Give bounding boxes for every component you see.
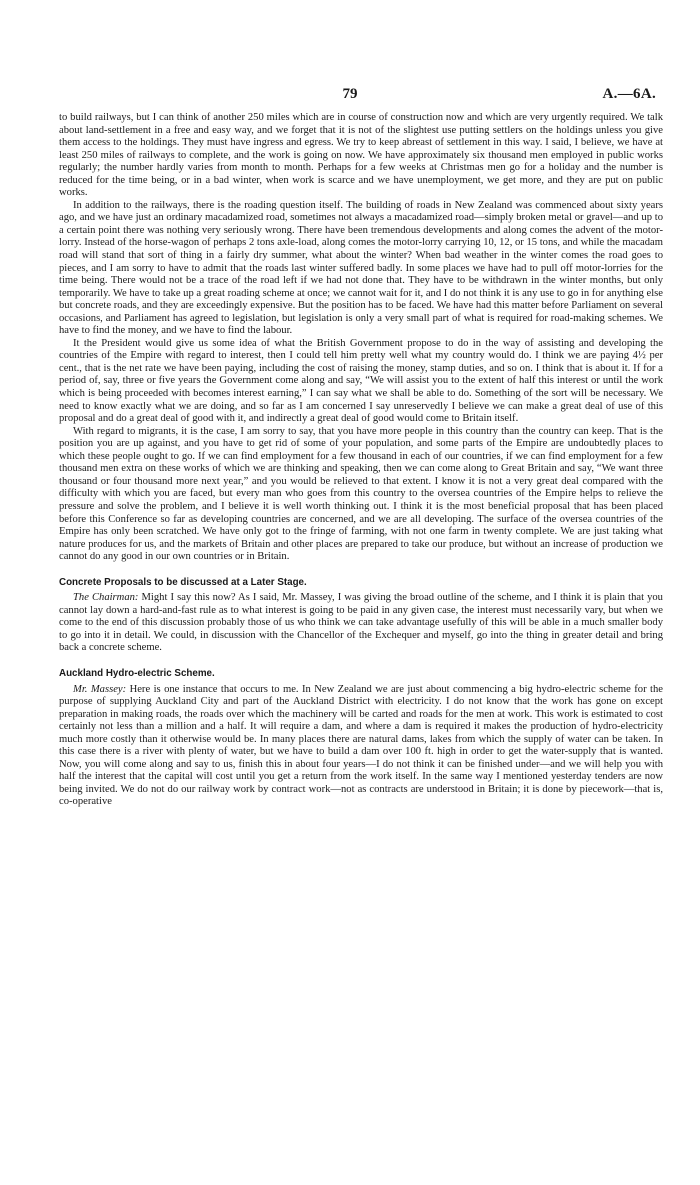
paragraph-chairman [59, 592, 663, 655]
body-text [59, 112, 663, 809]
speech-text: Might I say this now? As I said, Mr. Massey, I was giving the broad outline of the scheme, and I think it is plain that you cannot lay down a hard-and-fast rule as to what interest is going to be paid in any given case, the interest must necessarily vary, but when we come to the end of this discussion probably those of us who think we can take advantage usefully of this will be able in a much smaller body to go into it in detail. We could, in discussion with the Chancellor of the Exchequer and myself, go into the thing in greater detail and bring back a concrete scheme. [59, 592, 663, 654]
document-reference: A.—6A. [602, 86, 656, 102]
speaker-label: Mr. Massey: [73, 683, 127, 695]
section-heading-auckland-hydro: Auckland Hydro-electric Scheme. [59, 667, 215, 679]
speech-text: Here is one instance that occurs to me. In New Zealand we are just about commencing a big hydro-electric scheme for the purpose of supplying Auckland City and part of the Auckland District with electricity. I do not know that the work has gone on except preparation in making roads, the roads over which the machinery will be carted and roads for the men at work. This work is estimated to cost certainly not less than a million and a half. It will require a dam, and where a dam is required it makes the production of hydro-electricity much more costly than it otherwise would be. In many places there are natural dams, lakes from which the supply of water can be taken. In this case there is a river with plenty of water, but we have to build a dam over 100 ft. high in order to get the water-supply that is wanted. Now, you will come along and say to us, finish this in about four years—I do not think it can be finished under—and we will help you with half the interest that the capital will cost until you get a return from the work itself. In the same way I mentioned yesterday tenders are now being invited. We do not do our railway work by contract work—not as contracts are understood in Britain; it is done by piecework—that is, co-operative [59, 683, 664, 808]
paragraph-roading: In addition to the railways, there is the roading question itself. The building of roads in New Zealand was commenced about sixty years ago, and we have just an ordinary macadamized road, sometimes not always a macadamized road—simply broken metal or gravel—and up to a certain point there was nothing very seriously wrong. There have been tremendous developments and along comes the advent of the motor-lorry. Instead of the horse-wagon of perhaps 2 tons axle-load, along comes the motor-lorry carrying 10, 12, or 15 tons, and while the macadam road will stand that sort of thing in a fairly dry summer, what about the winter? When bad weather in the winter comes the road goes to pieces, and I am sorry to have to admit that the roads last winter suffered badly. In some places we have had to pull off motor-lorries for the time being. There would not be a trace of the road left if we had not done that. They have to be withdrawn in the winter months, but only temporarily. We have to take up a great roading scheme at once; we cannot wait for it, and I do not think it is any use to go in for anything else but concrete roads, and they are exceedingly expensive. But the position has to be faced. We have had this matter before Parliament on several occasions, and Parliament has agreed to legislation, but legislation is only a very small part of what is required for road-making schemes. We have to find the money, and we have to find the labour. [59, 199, 663, 337]
paragraph-massey [59, 684, 663, 809]
section-heading-concrete-proposals: Concrete Proposals to be discussed at a Later Stage. [59, 576, 307, 588]
speaker-label: The Chairman: [73, 592, 139, 604]
paragraph-migrants: With regard to migrants, it is the case, I am sorry to say, that you have more people in this country than the country can keep. That is the position you are up against, and you have to get rid of some of your population, and some parts of the Empire are undoubtedly places to which these people ought to go. If we can find employment for a few thousand in each of our countries, if we can find employment for a few thousand men extra on these works of which we are thinking and speaking, then we can come along to Great Britain and say, “We want three thousand or four thousand more next year,” and you would be relieved to that extent. I know it is not a very great deal compared with the difficulty with which you are faced, but every man who goes from this country to the oversea countries of the Empire helps to relieve the pressure and solve the problem, and I believe it is well worth thinking out. I think it is the most beneficial proposal that has been placed before this Conference so far as developing countries are concerned, and we are all developing. The surface of the oversea countries of the Empire has only been scratched. We have only got to the fringe of farming, with not one farm in twenty complete. We are just taking what nature produces for us, and the markets of Britain and other places are prepared to take our produce, but without an increase of production we cannot do any good in our own countries or in Britain. [59, 425, 663, 563]
paragraph-interest: It the President would give us some idea of what the British Government propose to do in the way of assisting and developing the countries of the Empire with regard to interest, then I could tell him pretty well what my country would do. I think we are paying 4½ per cent., that is the net rate we have been paying, including the cost of raising the money, stamp duties, and so on. I think that is about it. If for a period of, say, three or five years the Government come along and say, “We will assist you to the extent of half this interest or until the work which is being proceeded with becomes interest earning,” I can say what we shall be able to do. Something of the sort will be necessary. We need to know exactly what we are doing, and so far as I am concerned I say unreservedly I believe we can make a great deal of use of this proposal and do a great deal of good with it, and indirectly a great deal of good would come to Britain itself. [59, 337, 663, 425]
paragraph-railways: to build railways, but I can think of another 250 miles which are in course of construction now and which are very urgently required. We talk about land-settlement in a free and easy way, and we forget that it is not of the slightest use putting settlers on the holdings unless you give them access to the holdings. They must have ingress and egress. We try to keep abreast of settlement in this way. I said, I believe, we have at least 250 miles of railways to complete, and the work is going on now. We have approximately six thousand men employed in public works regularly; the number hardly varies from month to month. Perhaps for a few weeks at Christmas men go for a holiday and the number is reduced for the time being, or in a bad winter, when work is scarce and we have unemployment, we get more, and they are put on public works. [59, 112, 663, 199]
page-number: 79 [342, 86, 358, 102]
